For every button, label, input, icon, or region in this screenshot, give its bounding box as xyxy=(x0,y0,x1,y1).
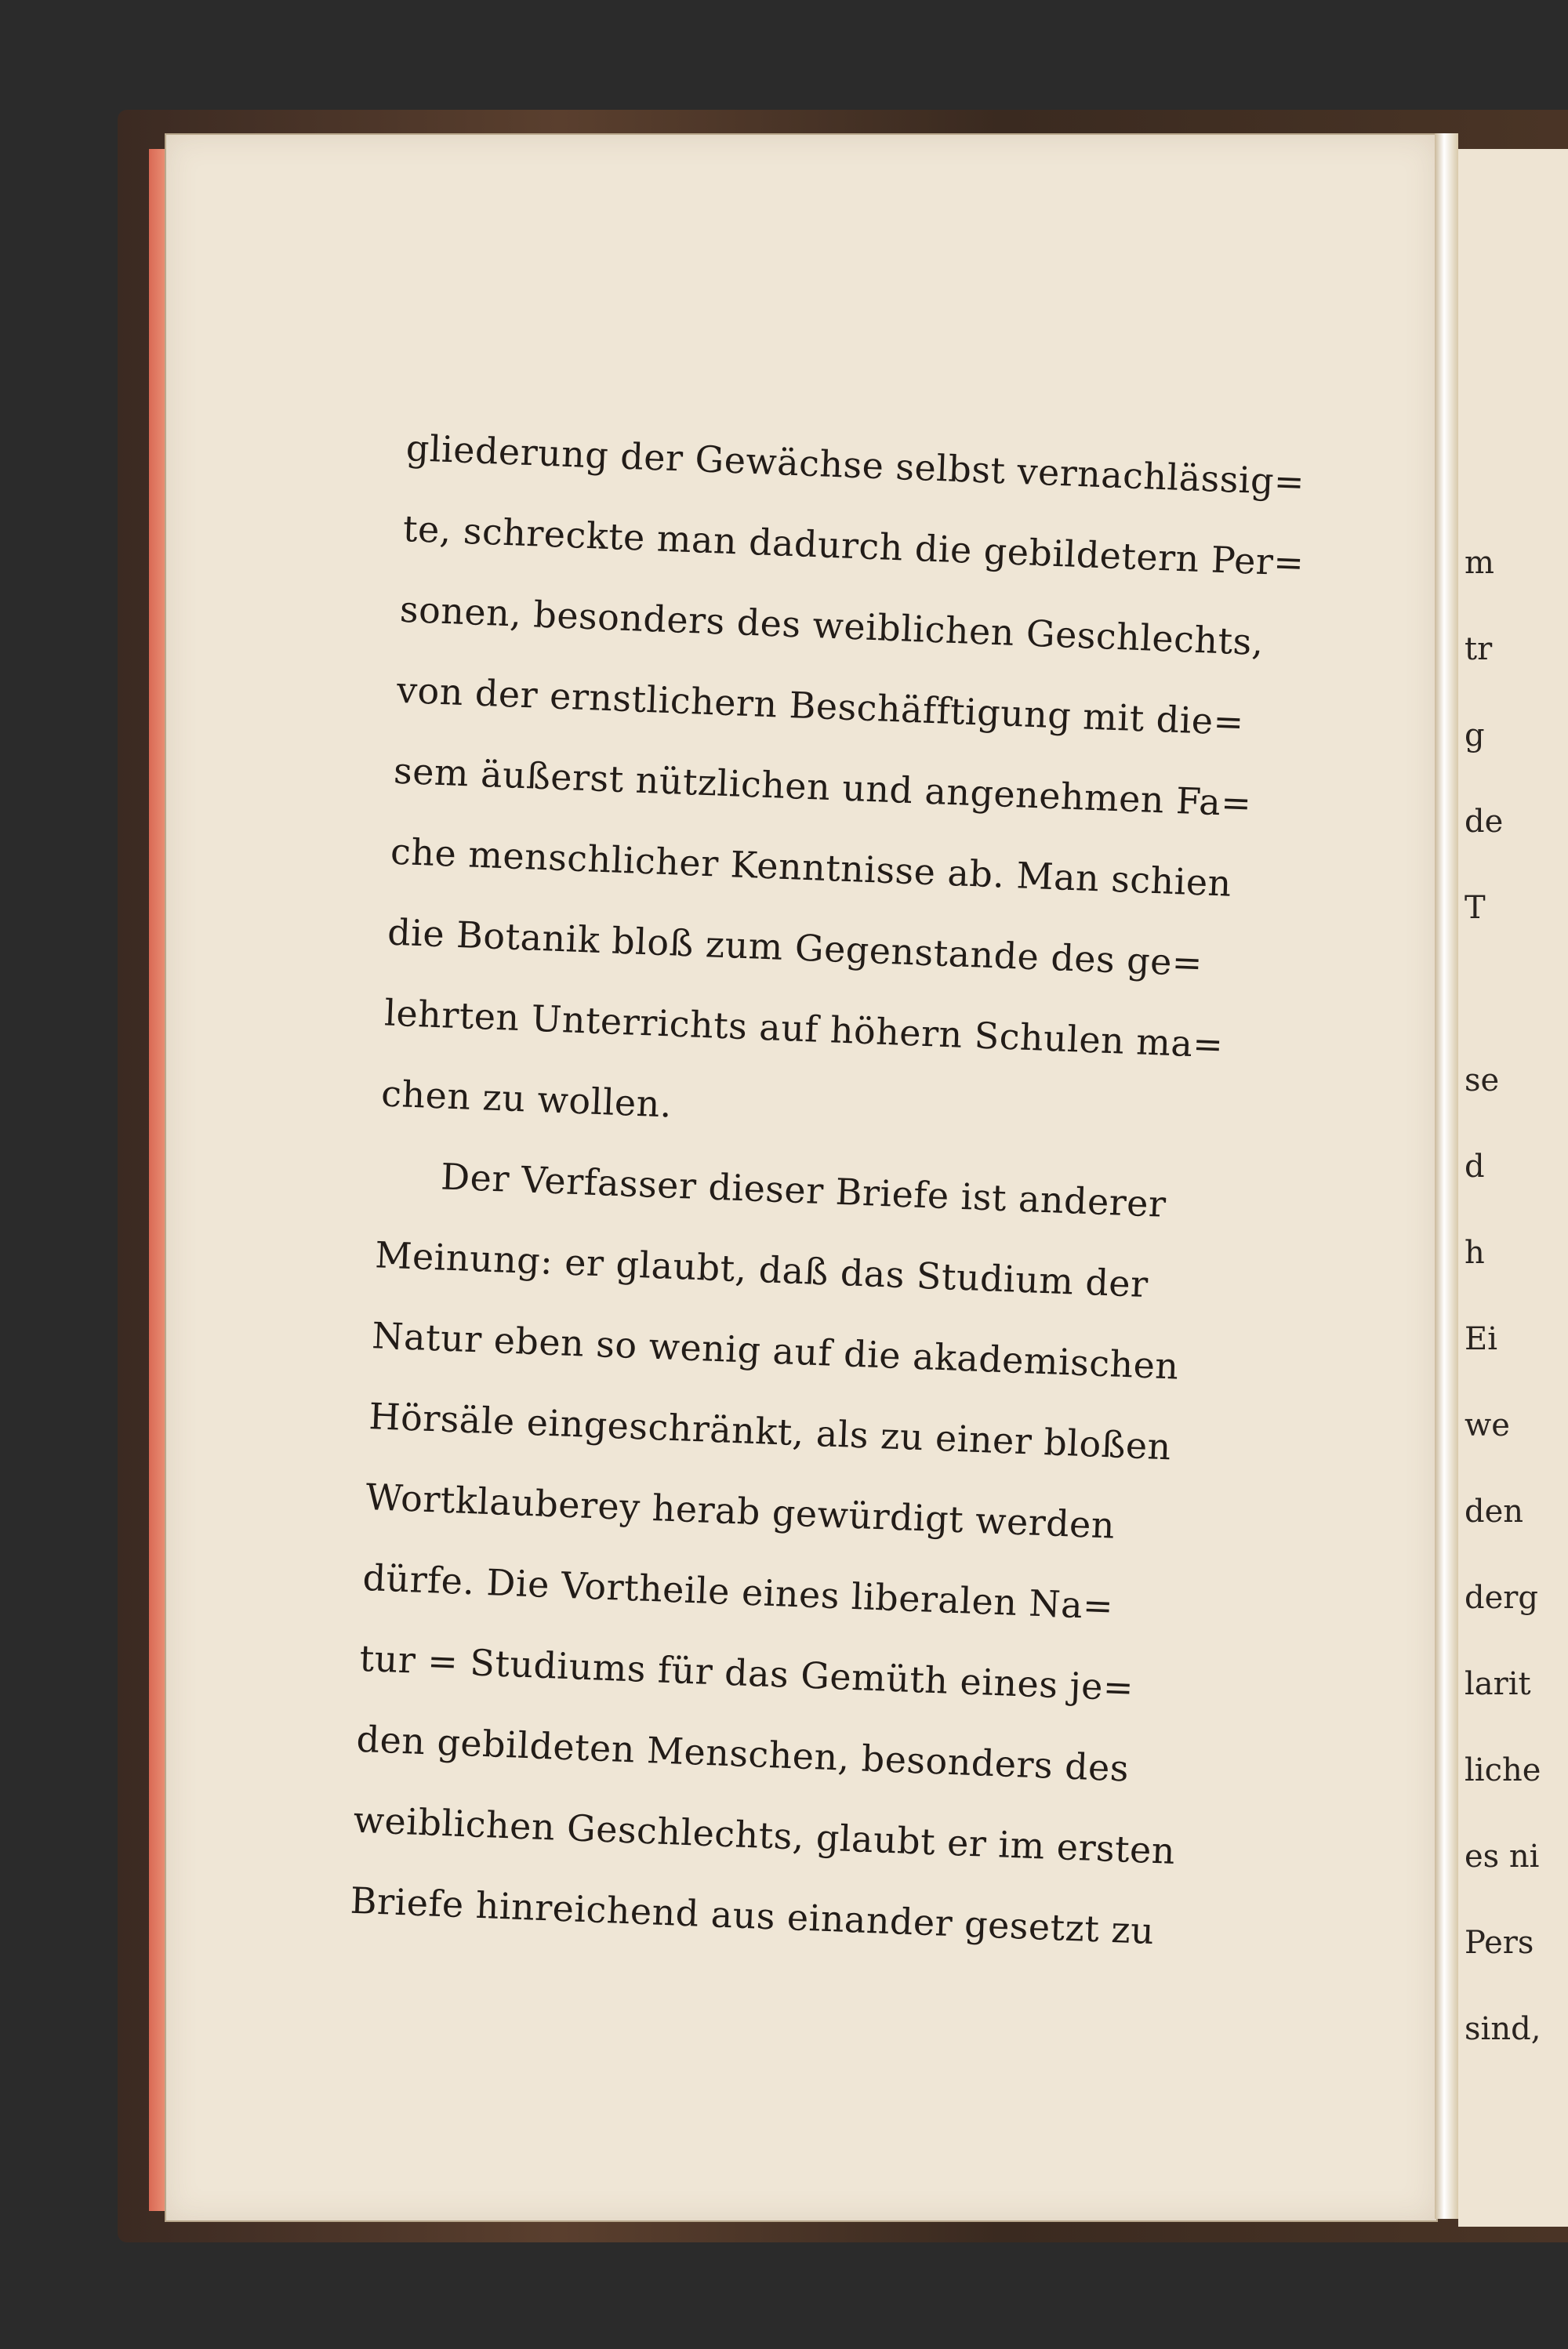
next-page-fragment: sind, xyxy=(1465,2011,1541,2047)
next-page-fragment: den xyxy=(1465,1494,1524,1530)
text-line: Briefe hinreichend aus einander gesetzt zu xyxy=(349,1879,1156,1952)
red-page-edge xyxy=(149,149,165,2211)
next-page-fragment: T xyxy=(1465,890,1486,926)
book-gutter xyxy=(1435,133,1458,2219)
next-page-fragment: derg xyxy=(1465,1580,1539,1616)
text-line: che menschlicher Kenntnisse ab. Man schien xyxy=(390,830,1232,905)
text-line: die Botanik bloß zum Gegenstande des ge= xyxy=(387,910,1203,985)
text-line: den gebildeten Menschen, besonders des xyxy=(355,1717,1130,1790)
next-page-fragment: Pers xyxy=(1465,1925,1534,1961)
next-page-fragment: se xyxy=(1465,1062,1500,1098)
text-line: te, schreckte man dadurch die gebildetern Per= xyxy=(402,506,1305,585)
next-page-fragment: larit xyxy=(1465,1666,1531,1702)
next-page-fragment: h xyxy=(1465,1235,1485,1271)
next-page-fragment: d xyxy=(1465,1149,1485,1185)
text-line: lehrten Unterrichts auf höhern Schulen ma= xyxy=(383,991,1225,1066)
next-page-fragment: tr xyxy=(1465,631,1493,667)
next-page-fragment: g xyxy=(1465,717,1485,753)
page-text xyxy=(349,408,1306,1975)
text-line: von der ernstlichern Beschäfftigung mit die= xyxy=(396,668,1245,744)
text-line: Der Verfasser dieser Briefe ist anderer xyxy=(440,1155,1167,1225)
next-page-fragment: es ni xyxy=(1465,1839,1540,1875)
text-line: Meinung: er glaubt, daß das Studium der xyxy=(374,1233,1149,1306)
right-page-edge xyxy=(1458,149,1568,2227)
text-line: weiblichen Geschlechts, glaubt er im ersten xyxy=(352,1798,1176,1872)
next-page-fragment: m xyxy=(1465,545,1494,581)
next-page-fragment: we xyxy=(1465,1407,1510,1443)
text-line: Natur eben so wenig auf die akademischen xyxy=(371,1314,1180,1388)
next-page-fragment: liche xyxy=(1465,1752,1541,1788)
text-line: dürfe. Die Vortheile eines liberalen Na= xyxy=(361,1556,1115,1628)
text-line: tur = Studiums für das Gemüth eines je= xyxy=(358,1636,1135,1709)
text-line: Hörsäle eingeschränkt, als zu einer bloßen xyxy=(368,1395,1172,1469)
text-line: Wortklauberey herab gewürdigt werden xyxy=(365,1475,1116,1547)
text-line: sem äußerst nützlichen und angenehmen Fa= xyxy=(393,749,1253,825)
text-line: sonen, besonders des weiblichen Geschlechts, xyxy=(399,587,1265,664)
next-page-fragment: de xyxy=(1465,804,1504,840)
next-page-fragment: Ei xyxy=(1465,1321,1497,1357)
text-line: chen zu wollen. xyxy=(380,1072,673,1126)
text-line: gliederung der Gewächse selbst vernachlässig= xyxy=(405,426,1306,503)
